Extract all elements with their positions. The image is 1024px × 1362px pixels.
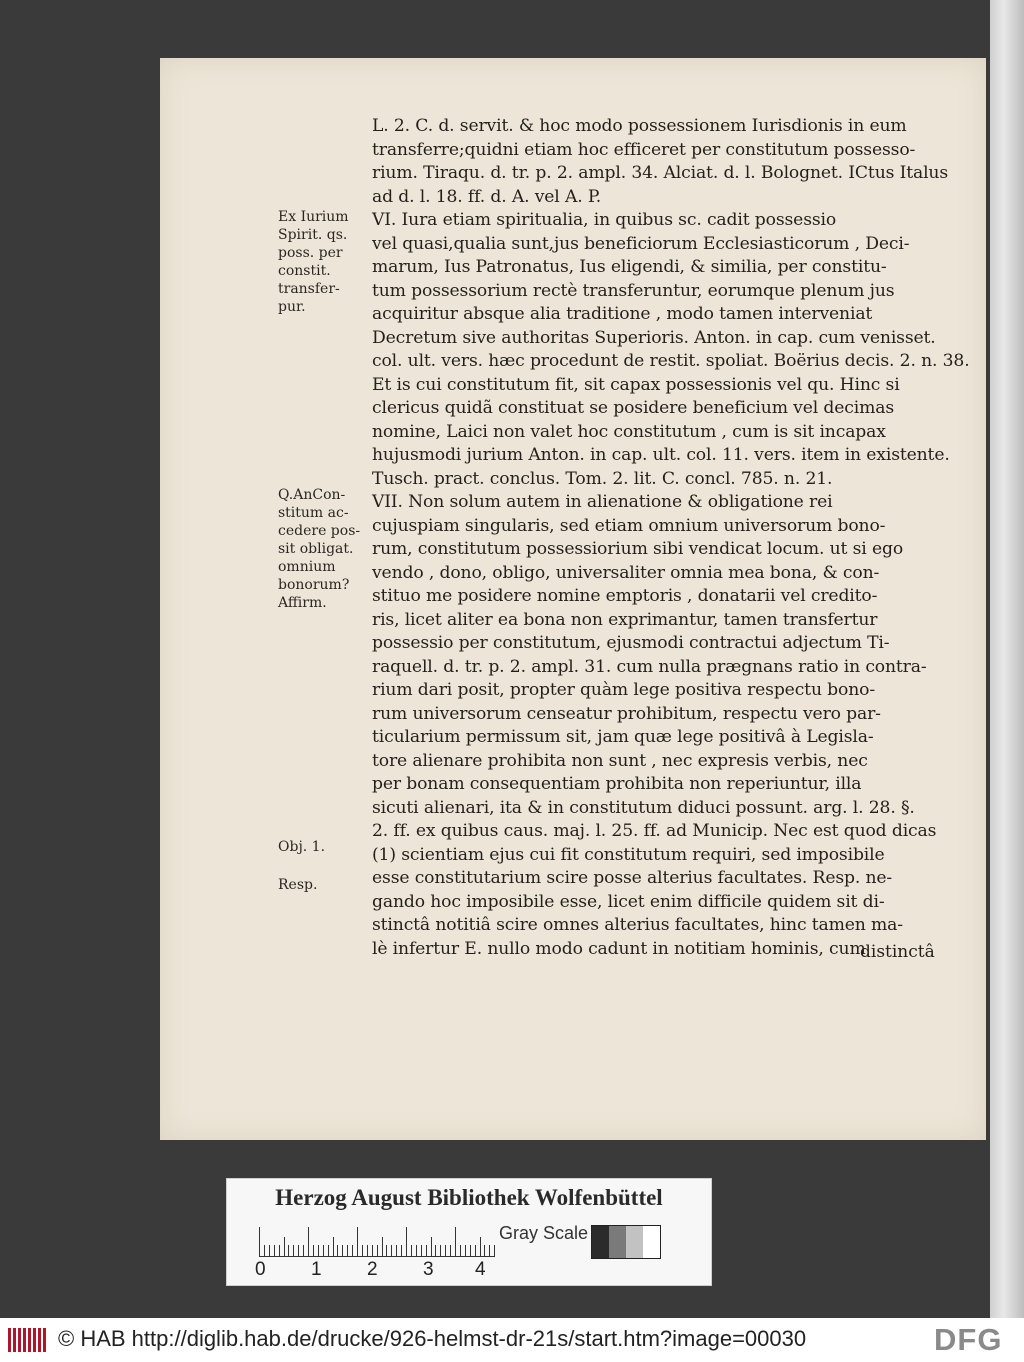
footer-url-text[interactable]: © HAB http://diglib.hab.de/drucke/926-helmst-dr-21s/start.htm?image=00030 [58, 1326, 807, 1351]
text-line: L. 2. C. d. servit. & hoc modo possessionem Iurisdionis in eum [372, 116, 907, 136]
text-line: rum, constitutum possessiorium sibi vendicat locum. ut si ego [372, 539, 904, 559]
ruler-number-2: 2 [367, 1259, 378, 1280]
ruler-scale [259, 1227, 499, 1257]
text-line: tore alienare prohibita non sunt , nec expresis verbis, nec [372, 750, 868, 771]
margin-note-resp: Resp. [278, 877, 318, 893]
ruler-card [226, 1178, 712, 1286]
text-line: Tusch. pract. conclus. Tom. 2. lit. C. concl. 785. n. 21. [372, 468, 833, 489]
text-line: tum possessorium rectè transferuntur, eorumque plenum jus [372, 280, 895, 301]
text-line: lè infertur E. nullo modo cadunt in notitiam hominis, cum [372, 938, 866, 959]
hab-logo-icon [8, 1328, 46, 1352]
text-line: stituo me posidere nomine emptoris , donatarii vel credito- [372, 586, 878, 606]
text-line: per bonam consequentiam prohibita non reperiuntur, illa [372, 774, 862, 794]
text-line: ad d. l. 18. ff. d. A. vel A. P. [372, 186, 602, 207]
ruler-tick [357, 1227, 358, 1257]
text-line: 2. ff. ex quibus caus. maj. l. 25. ff. ad Municip. Nec est quod dicas [372, 821, 937, 841]
scan-background-right [990, 0, 1024, 1362]
text-line: cujuspiam singularis, sed etiam omnium universorum bono- [372, 515, 886, 536]
gray-scale-swatches [591, 1225, 661, 1259]
ruler-number-4: 4 [475, 1259, 486, 1280]
gray-scale-label: Gray Scale [499, 1223, 589, 1243]
text-line: marum, Ius Patronatus, Ius eligendi, & similia, per constitu- [372, 257, 887, 277]
ruler-number-1: 1 [311, 1259, 322, 1280]
text-line: VI. Iura etiam spiritualia, in quibus sc. cadit possessio [372, 210, 837, 230]
margin-note-obj: Obj. 1. [278, 839, 326, 855]
text-line: clericus quidã constituat se posidere beneficium vel decimas [372, 398, 895, 418]
text-line: esse constitutarium scire posse alterius facultates. Resp. ne- [372, 868, 893, 888]
ruler-tick [333, 1237, 334, 1257]
card-title: Herzog August Bibliothek Wolfenbüttel [275, 1185, 663, 1210]
margin-note-constitum: Q.AnCon- stitum ac- cedere pos- sit obligat. omnium bonorum? Affirm. [278, 487, 361, 611]
text-line: stinctâ notitiâ scire omnes alterius facultates, hinc tamen ma- [372, 915, 903, 935]
ruler-number-3: 3 [423, 1259, 434, 1280]
ruler-tick [480, 1237, 481, 1257]
margin-note-iura: Ex Iurium Spirit. qs. poss. per constit. transfer- pur. [278, 209, 349, 315]
text-line: vendo , dono, obligo, universaliter omnia mea bona, & con- [372, 562, 880, 583]
ruler-tick [431, 1237, 432, 1257]
ruler-tick [308, 1227, 309, 1257]
text-line: ticularium permissum sit, jam quæ lege positivâ à Legisla- [372, 727, 874, 747]
ruler-number-0: 0 [255, 1259, 266, 1280]
ruler-tick [259, 1227, 260, 1257]
catchword: distinctâ [860, 942, 935, 962]
text-line: possessio per constitutum, ejusmodi contractui adjectum Ti- [372, 633, 890, 653]
ruler-tick [406, 1227, 407, 1257]
text-line: Et is cui constitutum fit, sit capax possessionis vel qu. Hinc si [372, 374, 900, 395]
gray-swatch [643, 1226, 660, 1258]
text-line: nomine, Laici non valet hoc constitutum , cum is sit incapax [372, 421, 886, 442]
ruler-tick [284, 1237, 285, 1257]
gray-swatch [626, 1226, 643, 1258]
text-line: hujusmodi jurium Anton. in cap. ult. col. 11. vers. item in existente. [372, 445, 950, 465]
text-line: ris, licet aliter ea bona non exprimantur, tamen transfertur [372, 609, 878, 630]
document-page [160, 58, 986, 1140]
text-line: vel quasi,qualia sunt,jus beneficiorum Ecclesiasticorum , Deci- [372, 233, 910, 254]
ruler-baseline [259, 1256, 495, 1257]
text-line: (1) scientiam ejus cui fit constitutum requiri, sed imposibile [372, 844, 885, 865]
text-line: rum universorum censeatur prohibitum, respectu vero par- [372, 703, 881, 724]
dfg-logo: DFG [934, 1322, 1003, 1357]
text-line: col. ult. vers. hæc procedunt de restit. spoliat. Boërius decis. 2. n. 38. [372, 351, 970, 371]
text-line: gando hoc imposibile esse, licet enim difficile quidem sit di- [372, 891, 885, 912]
footer-bar [0, 1318, 1024, 1362]
text-line: rium dari posit, propter quàm lege positiva respectu bono- [372, 680, 875, 700]
text-line: sicuti alienari, ita & in constitutum diduci possunt. arg. l. 28. §. [372, 797, 915, 818]
gray-swatch [592, 1226, 609, 1258]
text-line: acquiritur absque alia traditione , modo tamen interveniat [372, 304, 873, 324]
text-line: transferre;quidni etiam hoc efficeret per constitutum possesso- [372, 139, 916, 160]
text-line: VII. Non solum autem in alienatione & obligatione rei [372, 492, 833, 512]
ruler-tick [455, 1227, 456, 1257]
text-line: rium. Tiraqu. d. tr. p. 2. ampl. 34. Alciat. d. l. Bolognet. ICtus Italus [372, 163, 949, 183]
text-line: Decretum sive authoritas Superioris. Anton. in cap. cum venisset. [372, 327, 936, 348]
text-line: raquell. d. tr. p. 2. ampl. 31. cum nulla prægnans ratio in contra- [372, 656, 927, 677]
ruler-tick [382, 1237, 383, 1257]
gray-swatch [609, 1226, 626, 1258]
